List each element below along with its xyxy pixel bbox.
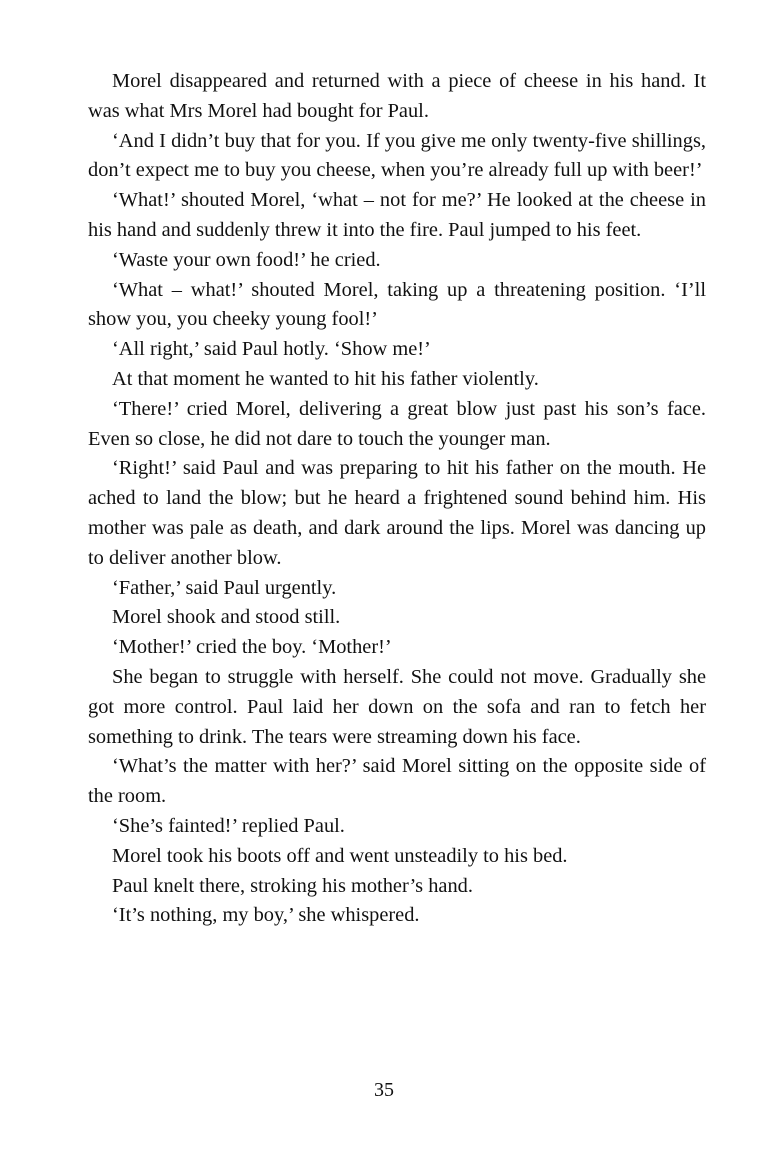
paragraph-5: ‘What – what!’ shouted Morel, taking up a threatening position. ‘I’ll show you, you cheeky young fool!’ [88, 278, 706, 331]
paragraph-17: Paul knelt there, stroking his mother’s hand. [112, 874, 473, 897]
paragraph-2: ‘And I didn’t buy that for you. If you give me only twenty-five shillings, don’t expect me to buy you cheese, when you’re already full up with beer!’ [88, 129, 706, 182]
page-number: 35 [374, 1079, 394, 1101]
paragraph-18: ‘It’s nothing, my boy,’ she whispered. [112, 904, 420, 927]
paragraph-4: ‘Waste your own food!’ he cried. [112, 248, 381, 271]
paragraph-12: ‘Mother!’ cried the boy. ‘Mother!’ [112, 636, 392, 659]
paragraph-15: ‘She’s fainted!’ replied Paul. [112, 814, 345, 837]
paragraph-6: ‘All right,’ said Paul hotly. ‘Show me!’ [112, 338, 431, 361]
paragraph-3: ‘What!’ shouted Morel, ‘what – not for me?’ He looked at the cheese in his hand and suddenly threw it into the fire. Paul jumped to his feet. [88, 189, 706, 241]
paragraph-7: At that moment he wanted to hit his father violently. [112, 367, 539, 390]
paragraph-14: ‘What’s the matter with her?’ said Morel sitting on the opposite side of the room. [88, 755, 706, 808]
paragraph-16: Morel took his boots off and went unsteadily to his bed. [112, 844, 568, 867]
paragraph-8: ‘There!’ cried Morel, delivering a great blow just past his son’s face. Even so close, he did not dare to touch the younger man. [88, 397, 706, 450]
paragraph-13: She began to struggle with herself. She could not move. Gradually she got more control. Paul laid her down on the sofa and ran to fetch her something to drink. The tears were streaming down his face. [88, 665, 706, 748]
paragraph-10: ‘Father,’ said Paul urgently. [112, 576, 337, 599]
paragraph-1: Morel disappeared and returned with a piece of cheese in his hand. It was what Mrs Morel had bought for Paul. [88, 70, 706, 122]
paragraph-9: ‘Right!’ said Paul and was preparing to hit his father on the mouth. He ached to land the blow; but he heard a frightened sound behind him. His mother was pale as death, and dark around the lips. Morel was dancing up to deliver another blow. [88, 457, 706, 569]
body-text [88, 67, 706, 931]
paragraph-11: Morel shook and stood still. [112, 606, 341, 629]
